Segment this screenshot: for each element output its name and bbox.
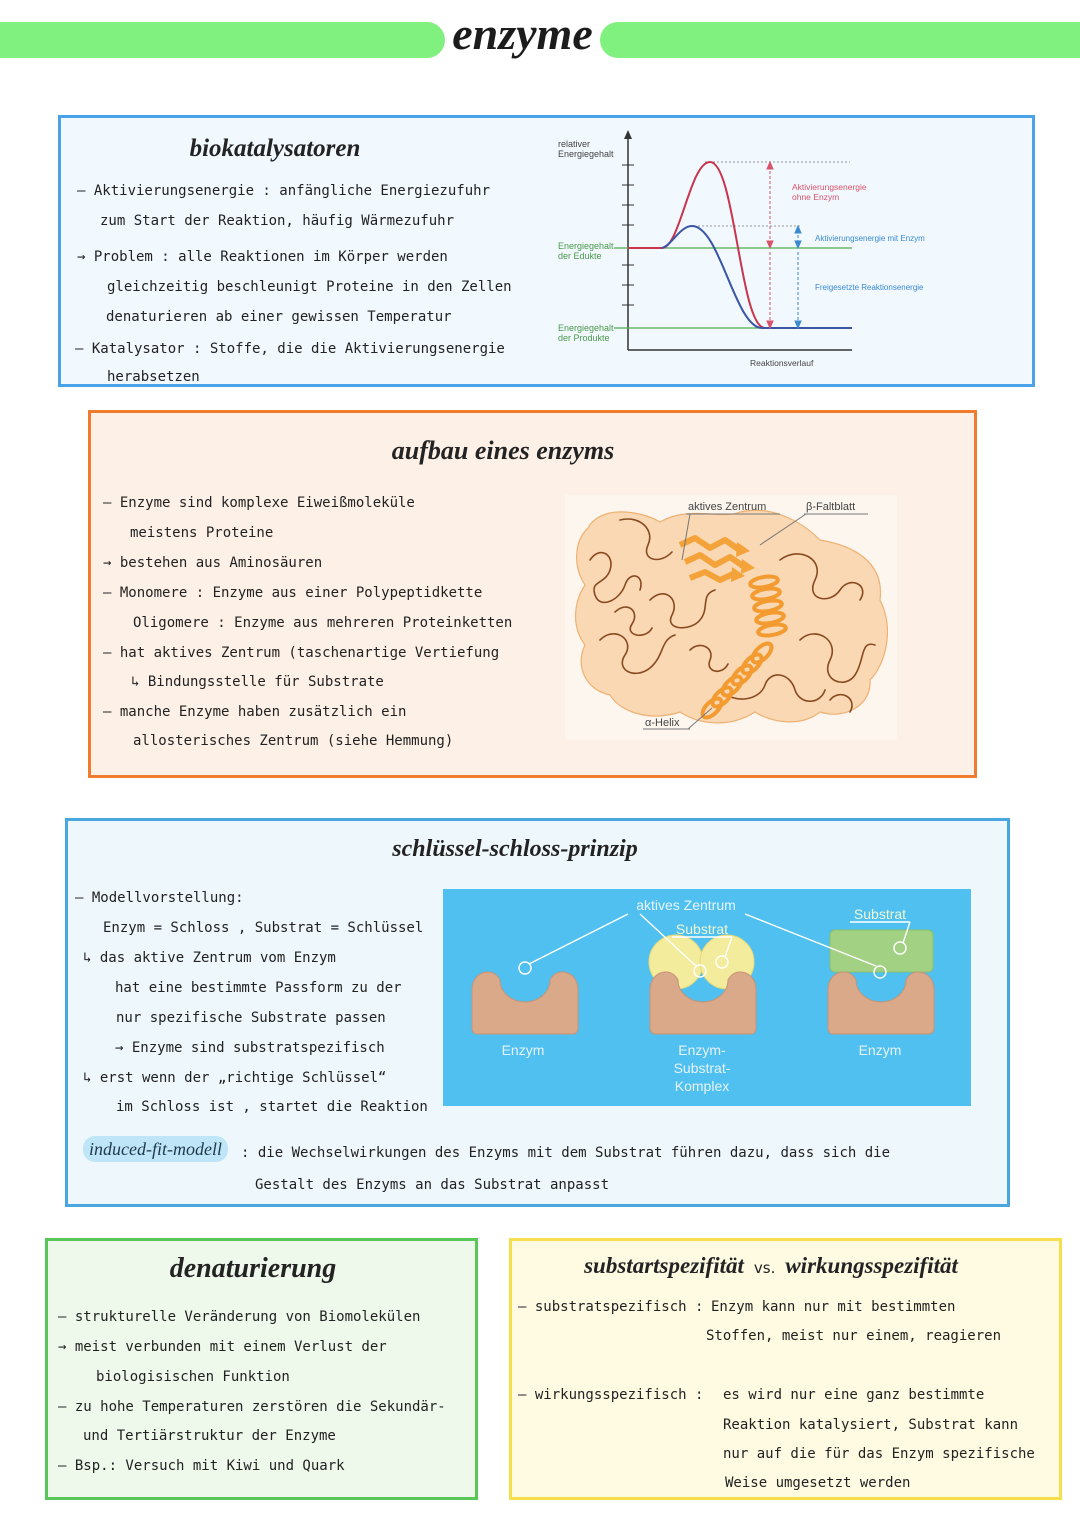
text-line: allosterisches Zentrum (siehe Hemmung) [133, 733, 454, 749]
denaturierung-box [45, 1238, 478, 1500]
text-line: biologisischen Funktion [96, 1369, 290, 1385]
text-line: meistens Proteine [130, 525, 274, 541]
komplex-label: Substrat- [673, 1060, 731, 1076]
text-line: Gestalt des Enzyms an das Substrat anpasst [255, 1177, 610, 1193]
komplex-label: Enzym- [678, 1042, 726, 1058]
text-line: Reaktion katalysiert, Substrat kann [723, 1417, 1019, 1433]
text-line: nur auf die für das Enzym spezifische [723, 1446, 1035, 1462]
text-line: ↳ das aktive Zentrum vom Enzym [83, 950, 336, 966]
text-line: — Enzyme sind komplexe Eiweißmoleküle [103, 495, 415, 511]
text-line: im Schloss ist , startet die Reaktion [116, 1099, 428, 1115]
text-line: — manche Enzyme haben zusätzlich ein [103, 704, 407, 720]
y-axis-label: relativer [558, 139, 591, 149]
text-line: denaturieren ab einer gewissen Temperatur [106, 309, 452, 325]
term-substratspezifisch: — substratspezifisch : [518, 1299, 704, 1315]
text-line: Stoffen, meist nur einem, reagieren [706, 1328, 1002, 1344]
title-bar-left [0, 22, 445, 58]
lock-and-key-diagram [443, 889, 971, 1106]
protein-illustration [565, 495, 897, 740]
heading-vs: vs. [753, 1259, 776, 1277]
text-line: → meist verbunden mit einem Verlust der [58, 1339, 387, 1355]
produkte-label: Energiegehalt [558, 323, 614, 333]
edukte-label: Energiegehalt [558, 241, 614, 251]
text-line: — Modellvorstellung: [75, 890, 244, 906]
arrow-mit-enzym [795, 226, 801, 328]
heading-left: substartspezifität [584, 1253, 744, 1278]
text-line: gleichzeitig beschleunigt Proteine in den Zellen [107, 279, 512, 295]
induced-fit-term: induced-fit-modell [83, 1136, 228, 1162]
substrat-label: Substrat [853, 906, 907, 922]
edukte-label: der Edukte [558, 251, 602, 261]
enzym-label: Enzym [501, 1042, 545, 1058]
faltblatt-label: β-Faltblatt [806, 501, 856, 513]
text-line: → bestehen aus Aminosäuren [103, 555, 323, 571]
text-line: herabsetzen [107, 369, 200, 385]
text-line: hat eine bestimmte Passform zu der [115, 980, 402, 996]
text-line: nur spezifische Substrate passen [116, 1010, 386, 1026]
aufbau-box [88, 410, 977, 778]
energy-diagram [550, 125, 990, 380]
aktives-zentrum-label: aktives Zentrum [688, 501, 767, 513]
spezifitaet-heading [584, 1250, 958, 1284]
helix-label: α-Helix [645, 717, 680, 729]
text-line: : die Wechselwirkungen des Enzyms mit dem Substrat führen dazu, dass sich die [241, 1145, 891, 1161]
page-title: enzyme [452, 8, 593, 59]
biokatalysatoren-heading: biokatalysatoren [189, 135, 361, 162]
text-line: Weise umgesetzt werden [725, 1475, 911, 1491]
arrow-ohne-enzym [767, 162, 773, 328]
enzym-label: Enzym [858, 1042, 902, 1058]
denaturierung-heading: denaturierung [169, 1253, 337, 1284]
biokatalysatoren-box [58, 115, 1035, 387]
text-line: und Tertiärstruktur der Enzyme [83, 1428, 336, 1444]
term-wirkungsspezifisch: — wirkungsspezifisch : [518, 1387, 704, 1403]
text-line: — Monomere : Enzyme aus einer Polypeptidkette [103, 585, 483, 601]
text-line: Enzym = Schloss , Substrat = Schlüssel [103, 920, 424, 936]
schluessel-schloss-heading: schlüssel-schloss-prinzip [392, 836, 638, 862]
text-line: — hat aktives Zentrum (taschenartige Vertiefung [103, 645, 500, 661]
text-line: es wird nur eine ganz bestimmte [723, 1387, 985, 1403]
ohne-enzym-label: ohne Enzym [792, 192, 840, 202]
substrat-label: Substrat [675, 921, 729, 937]
reaktionsenergie-label: Freigesetzte Reaktionsenergie [815, 283, 924, 292]
text-line: → Enzyme sind substratspezifisch [115, 1040, 385, 1056]
text-line: — Aktivierungsenergie : anfängliche Energiezufuhr [77, 183, 491, 199]
aktives-zentrum-label: aktives Zentrum [636, 897, 736, 913]
produkte-label: der Produkte [558, 333, 610, 343]
mit-enzym-label: Aktivierungsenergie mit Enzym [815, 234, 925, 243]
y-axis-label: Energiegehalt [558, 149, 614, 159]
text-line: zum Start der Reaktion, häufig Wärmezufuhr [100, 213, 455, 229]
text-line: Oligomere : Enzyme aus mehreren Proteinketten [133, 615, 513, 631]
schluessel-schloss-box [65, 818, 1010, 1207]
y-axis-arrow-icon [624, 130, 632, 139]
aufbau-heading: aufbau eines enzyms [391, 436, 615, 465]
heading-right: wirkungsspezifität [785, 1253, 958, 1278]
x-axis-label: Reaktionsverlauf [750, 358, 814, 368]
ohne-enzym-label: Aktivierungsenergie [792, 182, 867, 192]
title-bar-right [600, 22, 1080, 58]
spezifitaet-box [509, 1238, 1062, 1500]
text-line: Enzym kann nur mit bestimmten [711, 1299, 956, 1315]
text-line: ↳ Bindungsstelle für Substrate [131, 674, 384, 690]
text-line: ↳ erst wenn der „richtige Schlüssel“ [83, 1070, 387, 1086]
text-line: — Katalysator : Stoffe, die die Aktivierungsenergie [75, 341, 505, 357]
text-line: — strukturelle Veränderung von Biomolekülen [58, 1309, 421, 1325]
komplex-label: Komplex [674, 1078, 730, 1094]
text-line: — zu hohe Temperaturen zerstören die Sekundär- [58, 1399, 446, 1415]
text-line: → Problem : alle Reaktionen im Körper werden [77, 249, 448, 265]
text-line: — Bsp.: Versuch mit Kiwi und Quark [58, 1458, 345, 1474]
